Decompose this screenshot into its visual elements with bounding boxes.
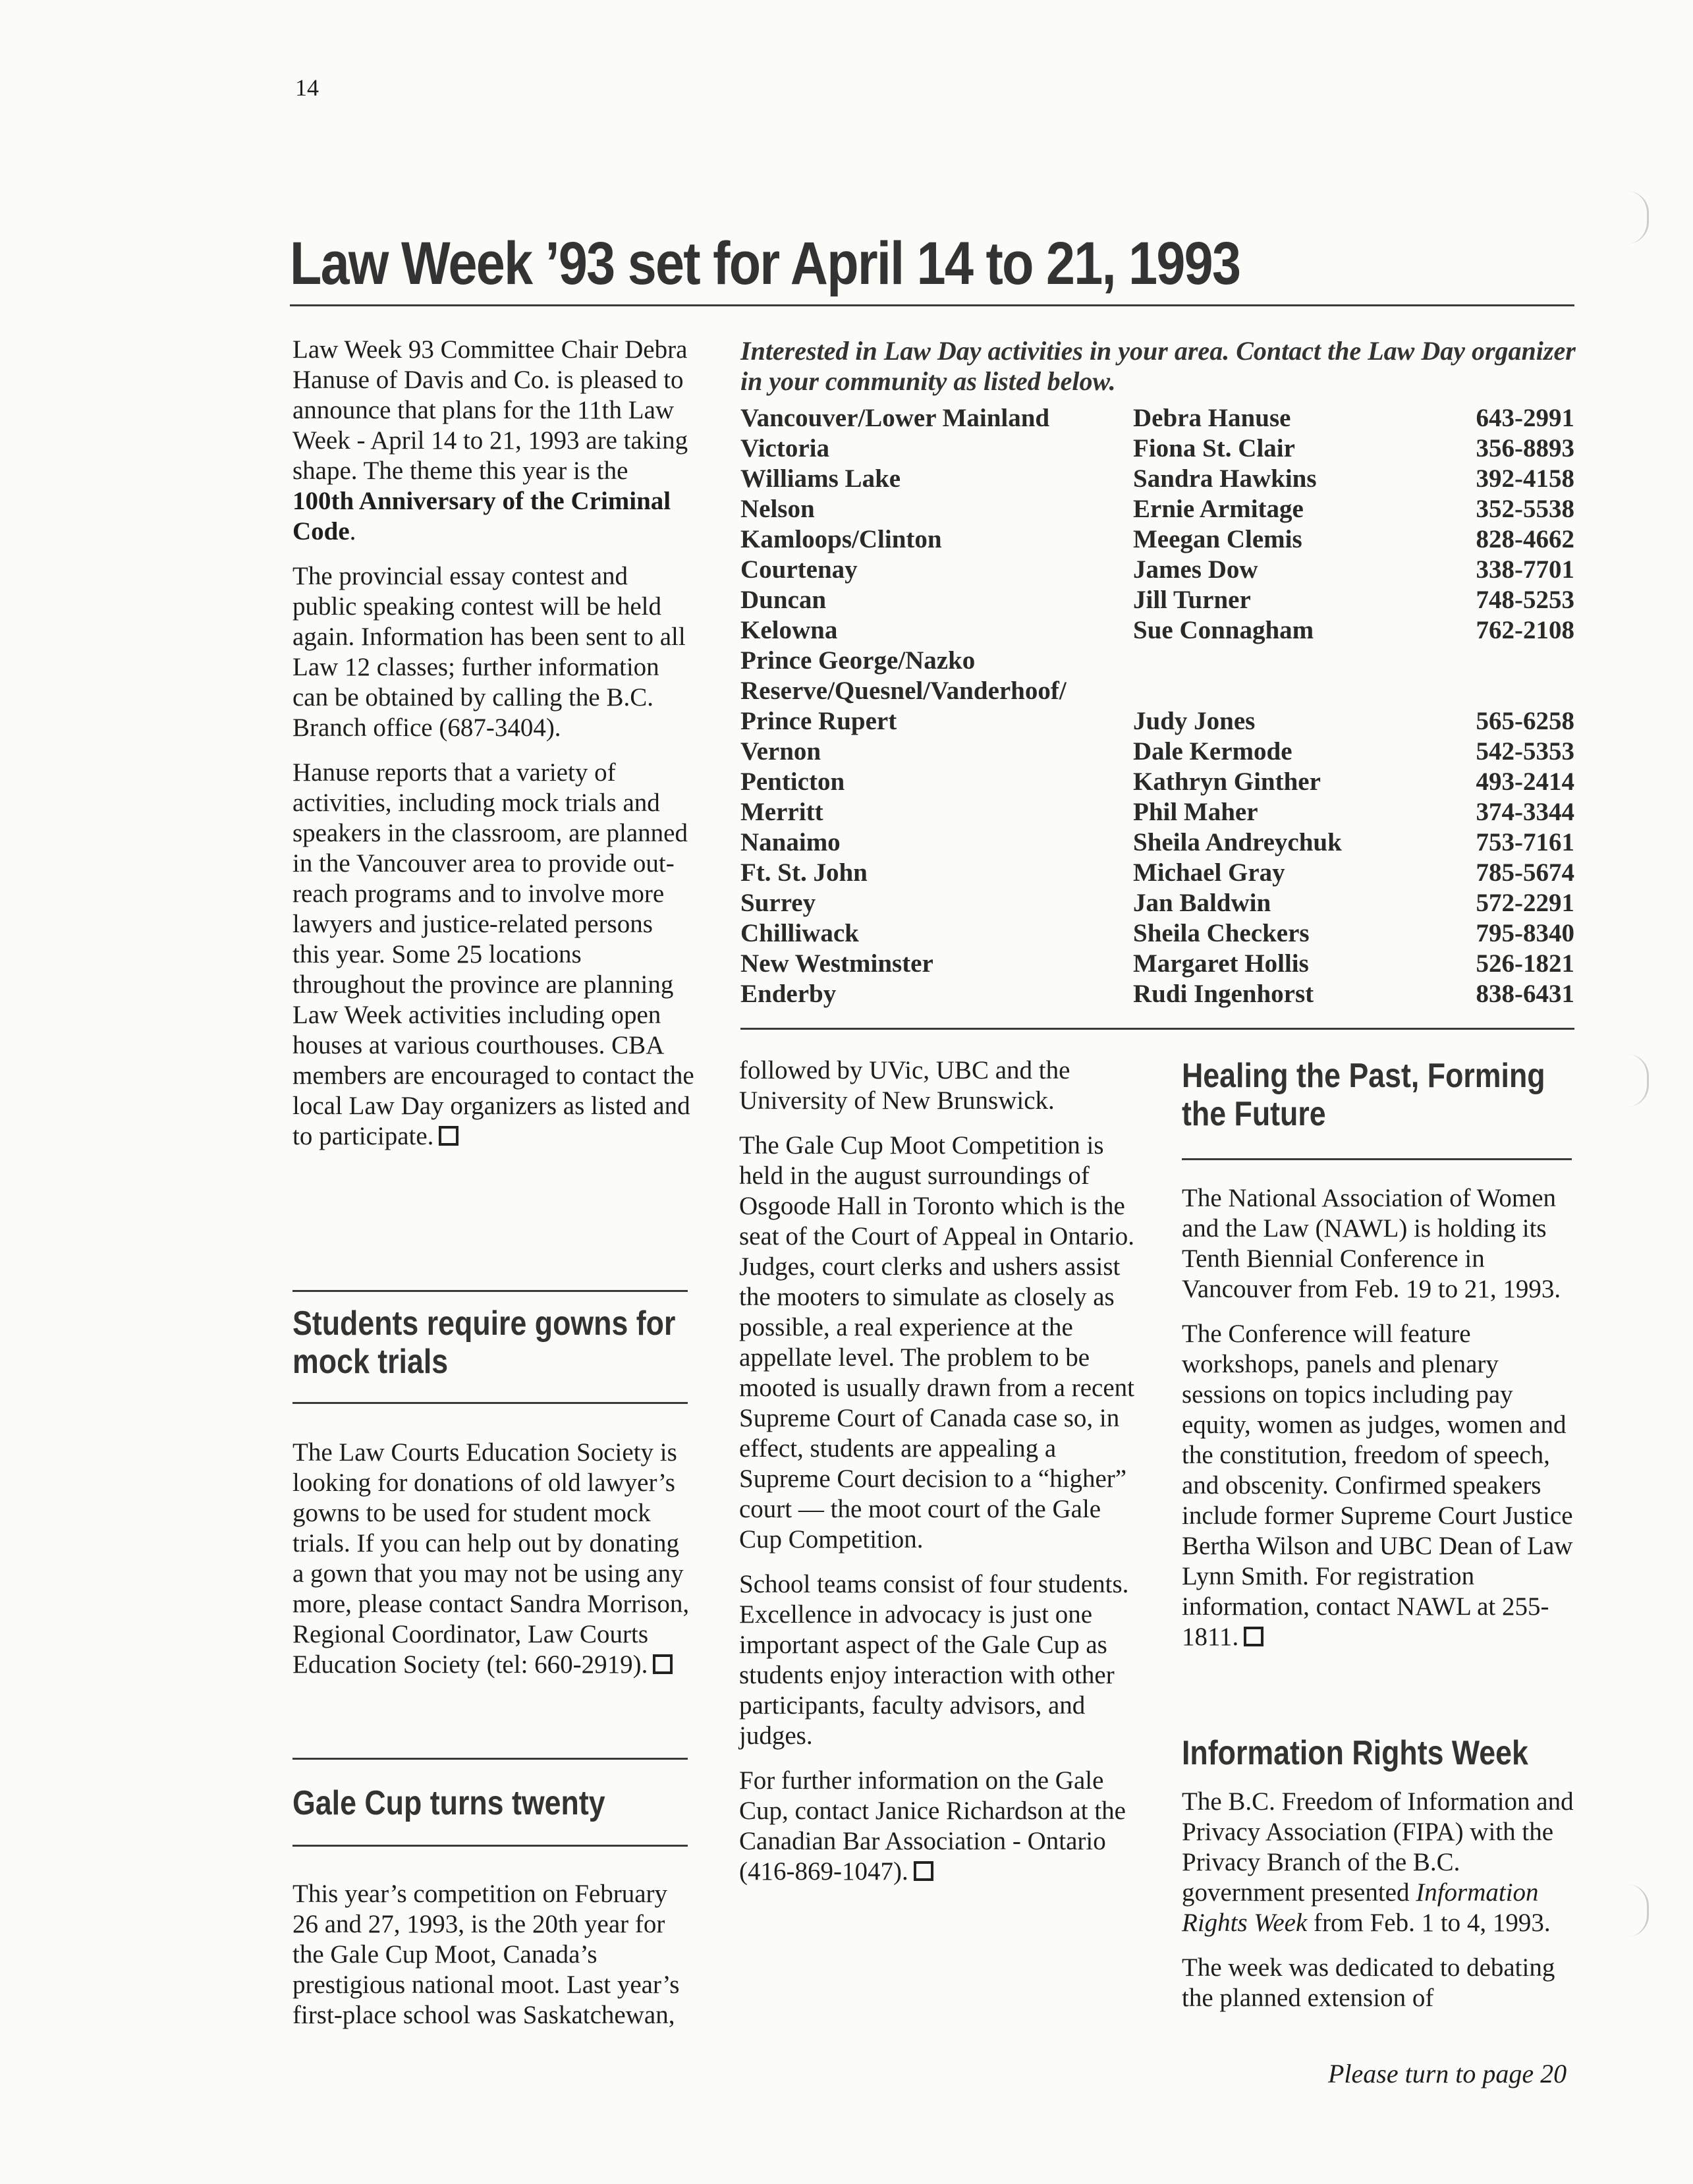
contact-community: Nanaimo bbox=[740, 828, 841, 856]
contacts-table bbox=[740, 403, 1574, 1009]
law-week-paragraph-2: The provincial essay contest and public speaking contest will be held again. Information has been sent to all Law 12 classes; further information can be obtained by calling the B.C. Branch office (687-3404). bbox=[292, 562, 686, 742]
end-of-story-box-icon bbox=[914, 1861, 933, 1881]
law-week-paragraph-1: Law Week 93 Committee Chair Debra Hanuse of Davis and Co. is pleased to announce that plans for the 11th Law Week - April 14 to 21, 1993 are taking shape. The theme this year is the 100th Anniversary of the Criminal Code. bbox=[292, 335, 688, 546]
contact-community: Enderby bbox=[740, 980, 837, 1008]
contact-row bbox=[740, 615, 1574, 646]
contact-row bbox=[740, 888, 1574, 918]
contact-name bbox=[1133, 646, 1449, 676]
anniversary-theme: 100th Anniversary of the Criminal Code bbox=[292, 487, 671, 546]
contact-name: Sue Connagham bbox=[1133, 616, 1314, 644]
contact-community: Vancouver/Lower Mainland bbox=[740, 404, 1050, 432]
info-paragraph-2: The week was dedicated to debating the planned extension of bbox=[1182, 1953, 1555, 2012]
contact-name: Phil Maher bbox=[1133, 798, 1258, 826]
contacts-intro: Interested in Law Day activities in your area. Contact the Law Day organizer in your community as listed below. bbox=[740, 336, 1576, 396]
contact-row bbox=[740, 494, 1574, 524]
contact-row bbox=[740, 737, 1574, 767]
contact-name: Sheila Checkers bbox=[1133, 919, 1310, 947]
middle-paragraph-4: For further information on the Gale Cup, contact Janice Richardson at the Canadian Bar Association - Ontario (416-869-1047). bbox=[739, 1766, 1126, 1886]
end-of-story-box-icon bbox=[653, 1654, 673, 1674]
healing-story bbox=[1182, 1183, 1577, 1667]
contact-phone: 785-5674 bbox=[1476, 858, 1574, 887]
contact-phone: 565-6258 bbox=[1476, 707, 1574, 735]
contact-name: Fiona St. Clair bbox=[1133, 434, 1295, 462]
contact-community: Nelson bbox=[740, 495, 815, 523]
section-rule bbox=[292, 1290, 688, 1292]
contact-community: Penticton bbox=[740, 768, 845, 796]
contact-community: Kelowna bbox=[740, 616, 838, 644]
contact-row bbox=[740, 403, 1574, 434]
healing-paragraph-2: The Conference will feature workshops, panels and plenary sessions on topics including pay equity, women as judges, women and the constitution, freedom of speech, and obscenity. Confirmed speakers include former Supreme Court Justice Bertha Wilson and UBC Dean of Law Lynn Smith. For registration information, contact NAWL at 255-1811. bbox=[1182, 1320, 1573, 1651]
contact-phone bbox=[1449, 676, 1574, 706]
contact-row bbox=[740, 585, 1574, 615]
contact-community: Victoria bbox=[740, 434, 829, 462]
contact-row bbox=[740, 434, 1574, 464]
middle-column bbox=[739, 1055, 1141, 1901]
contact-row bbox=[740, 858, 1574, 888]
contact-community: Surrey bbox=[740, 889, 816, 917]
contact-community: Reserve/Quesnel/Vanderhoof/ bbox=[740, 677, 1067, 705]
info-rights-week-title: Information Rights Week bbox=[1182, 1878, 1539, 1937]
information-rights-story bbox=[1182, 1787, 1577, 2028]
contact-row bbox=[740, 464, 1574, 494]
contact-community: Ft. St. John bbox=[740, 858, 868, 887]
middle-paragraph-1: followed by UVic, UBC and the University of New Brunswick. bbox=[739, 1056, 1070, 1115]
gale-cup-story bbox=[292, 1879, 694, 2045]
contact-community: Merritt bbox=[740, 798, 823, 826]
contact-phone: 795-8340 bbox=[1476, 919, 1574, 947]
section-rule bbox=[292, 1845, 688, 1847]
middle-paragraph-2: The Gale Cup Moot Competition is held in the august surroundings of Osgoode Hall in Toronto which is the seat of the Court of Appeal in Ontario. Judges, court clerks and ushers assist the mooters to simulate as closely as possible, a real experience at the appellate level. The problem to be mooted is usually drawn from a recent Supreme Court of Canada case so, in effect, students are appealing a Supreme Court decision to a “higher” court — the moot court of the Gale Cup Competition. bbox=[739, 1131, 1135, 1554]
middle-paragraph-3: School teams consist of four students. Excellence in advocacy is just one important aspect of the Gale Cup as students enjoy interaction with other participants, faculty advisors, and judges. bbox=[739, 1570, 1129, 1750]
contact-row bbox=[740, 706, 1574, 737]
contact-community: Vernon bbox=[740, 737, 821, 766]
contact-community: Chilliwack bbox=[740, 919, 859, 947]
contact-phone: 338-7701 bbox=[1476, 555, 1574, 584]
contact-phone: 493-2414 bbox=[1476, 768, 1574, 796]
contact-name: Jill Turner bbox=[1133, 586, 1251, 614]
gowns-paragraph: The Law Courts Education Society is looking for donations of old lawyer’s gowns to be used for student mock trials. If you can help out by donating a gown that you may not be using any more, please contact Sandra Morrison, Regional Coordinator, Law Courts Education Society (tel: 660-2919). bbox=[292, 1438, 690, 1679]
binder-hole-shadow bbox=[1627, 1884, 1649, 1937]
page-headline: Law Week ’93 set for April 14 to 21, 1993 bbox=[290, 230, 1240, 297]
contact-row bbox=[740, 767, 1574, 797]
contact-phone: 352-5538 bbox=[1476, 495, 1574, 523]
contact-row bbox=[740, 524, 1574, 555]
binder-hole-shadow bbox=[1627, 191, 1649, 244]
contact-phone: 374-3344 bbox=[1476, 798, 1574, 826]
contact-name: Sheila Andreychuk bbox=[1133, 828, 1342, 856]
contact-community: Prince Rupert bbox=[740, 707, 897, 735]
contact-name: Kathryn Ginther bbox=[1133, 768, 1321, 796]
end-of-story-box-icon bbox=[1244, 1627, 1263, 1646]
section-rule bbox=[1182, 1158, 1572, 1160]
contact-name: Sandra Hawkins bbox=[1133, 464, 1317, 493]
section-rule bbox=[292, 1758, 688, 1760]
page-number: 14 bbox=[295, 74, 319, 101]
gale-cup-paragraph: This year’s competition on February 26 and 27, 1993, is the 20th year for the Gale Cup Moot, Canada’s prestigious national moot. Last year’s first-place school was Saskatchewan, bbox=[292, 1880, 680, 2029]
contact-name: Margaret Hollis bbox=[1133, 949, 1309, 978]
continued-notice: Please turn to page 20 bbox=[1328, 2059, 1567, 2088]
section-rule bbox=[292, 1402, 688, 1404]
law-week-paragraph-3: Hanuse reports that a variety of activities, including mock trials and speakers in the classroom, are planned in the Vancouver area to provide out-reach programs and to involve more lawyers and justice-related persons this year. Some 25 locations throughout the province are planning Law Week activities including open houses at various courthouses. CBA members are encouraged to contact the local Law Day organizers as listed and to participate. bbox=[292, 758, 694, 1150]
contact-name: Judy Jones bbox=[1133, 707, 1256, 735]
contact-phone: 753-7161 bbox=[1476, 828, 1574, 856]
contact-phone: 526-1821 bbox=[1476, 949, 1574, 978]
contact-name: Michael Gray bbox=[1133, 858, 1285, 887]
contact-phone: 643-2991 bbox=[1476, 404, 1574, 432]
contact-phone: 356-8893 bbox=[1476, 434, 1574, 462]
contact-community: New Westminster bbox=[740, 949, 933, 978]
contact-row bbox=[740, 646, 1574, 676]
contact-phone: 762-2108 bbox=[1476, 616, 1574, 644]
contact-row bbox=[740, 827, 1574, 858]
gowns-heading: Students require gowns for mock trials bbox=[292, 1304, 676, 1381]
contact-community: Kamloops/Clinton bbox=[740, 525, 942, 553]
contact-row bbox=[740, 797, 1574, 827]
contact-name: Debra Hanuse bbox=[1133, 404, 1291, 432]
contact-name bbox=[1133, 676, 1449, 706]
contact-row bbox=[740, 555, 1574, 585]
contact-name: Jan Baldwin bbox=[1133, 889, 1271, 917]
gale-cup-heading: Gale Cup turns twenty bbox=[292, 1784, 605, 1822]
contact-phone: 542-5353 bbox=[1476, 737, 1574, 766]
healing-paragraph-1: The National Association of Women and the Law (NAWL) is holding its Tenth Biennial Conference in Vancouver from Feb. 19 to 21, 1993. bbox=[1182, 1184, 1561, 1303]
contact-phone: 392-4158 bbox=[1476, 464, 1574, 493]
contact-row bbox=[740, 979, 1574, 1009]
contact-community: Prince George/Nazko bbox=[740, 646, 976, 675]
contact-name: Dale Kermode bbox=[1133, 737, 1292, 766]
contacts-rule bbox=[740, 1028, 1574, 1030]
contact-phone bbox=[1449, 646, 1574, 676]
binder-hole-shadow bbox=[1627, 1054, 1649, 1107]
contact-phone: 828-4662 bbox=[1476, 525, 1574, 553]
contact-phone: 838-6431 bbox=[1476, 980, 1574, 1008]
gowns-story bbox=[292, 1438, 694, 1694]
information-rights-heading: Information Rights Week bbox=[1182, 1734, 1528, 1772]
contact-name: Ernie Armitage bbox=[1133, 495, 1304, 523]
headline-rule bbox=[290, 304, 1574, 306]
contact-name: Rudi Ingenhorst bbox=[1133, 980, 1314, 1008]
end-of-story-box-icon bbox=[439, 1126, 458, 1146]
contact-name: Meegan Clemis bbox=[1133, 525, 1302, 553]
contact-community: Courtenay bbox=[740, 555, 858, 584]
contact-row bbox=[740, 949, 1574, 979]
contact-community: Williams Lake bbox=[740, 464, 901, 493]
healing-heading: Healing the Past, Forming the Future bbox=[1182, 1057, 1545, 1133]
contact-phone: 572-2291 bbox=[1476, 889, 1574, 917]
contact-row bbox=[740, 676, 1574, 706]
contact-name: James Dow bbox=[1133, 555, 1258, 584]
contact-phone: 748-5253 bbox=[1476, 586, 1574, 614]
contact-row bbox=[740, 918, 1574, 949]
contact-community: Duncan bbox=[740, 586, 827, 614]
left-column bbox=[292, 335, 694, 1166]
info-paragraph-1: The B.C. Freedom of Information and Privacy Association (FIPA) with the Privacy Branch of the B.C. government presented Information Rights Week from Feb. 1 to 4, 1993. bbox=[1182, 1787, 1574, 1937]
